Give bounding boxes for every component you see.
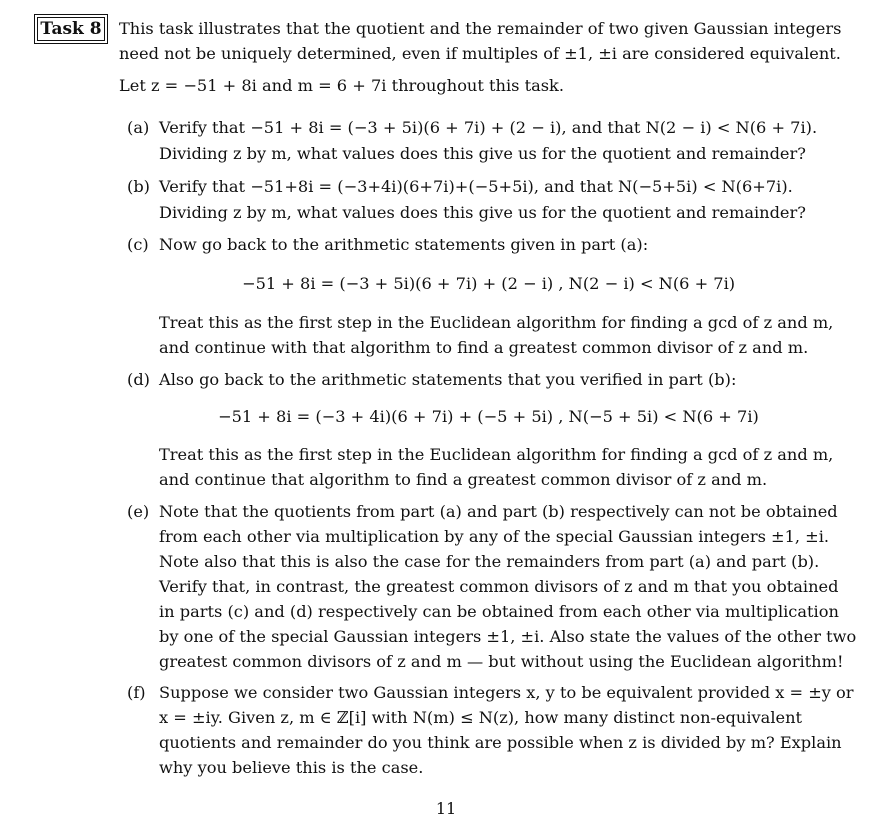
part-b-line-1: Verify that −51+8i = (−3+4i)(6+7i)+(−5+5i), and that N(−5+5i) < N(6+7i). [159,177,793,196]
part-c-after-1: Treat this as the first step in the Euclidean algorithm for finding a gcd of z and m, [159,313,834,332]
part-c-label: (c) [127,235,149,254]
part-a-line-1: Verify that −51 + 8i = (−3 + 5i)(6 + 7i) + (2 − i), and that N(2 − i) < N(6 + 7i). [159,118,818,137]
part-e-line-2: from each other via multiplication by any of the special Gaussian integers ±1, ±i. [159,527,830,546]
part-f-line-2: x = ±iy. Given z, m ∈ ℤ[i] with N(m) ≤ N(z), how many distinct non-equivalent [159,708,803,727]
part-a-label: (a) [127,118,150,137]
part-e-label: (e) [127,502,150,521]
part-d-line-1: Also go back to the arithmetic statements that you verified in part (b): [159,370,737,389]
task-label-box [34,14,108,44]
task-label: Task 8 [37,17,105,41]
part-c-after-2: and continue with that algorithm to find a greatest common divisor of z and m. [159,338,809,357]
page-number: 11 [435,799,457,818]
intro-line-2: need not be uniquely determined, even if multiples of ±1, ±i are considered equivalent. [119,44,841,63]
part-e-line-5: in parts (c) and (d) respectively can be obtained from each other via multiplication [159,602,839,621]
part-f-line-4: why you believe this is the case. [159,758,424,777]
part-d-display-equation: −51 + 8i = (−3 + 4i)(6 + 7i) + (−5 + 5i) , N(−5 + 5i) < N(6 + 7i) [218,407,759,426]
let-line: Let z = −51 + 8i and m = 6 + 7i throughout this task. [119,76,564,95]
part-d-label: (d) [127,370,150,389]
part-d-after-1: Treat this as the first step in the Euclidean algorithm for finding a gcd of z and m, [159,445,834,464]
part-c-display-equation: −51 + 8i = (−3 + 5i)(6 + 7i) + (2 − i) , N(2 − i) < N(6 + 7i) [242,274,736,293]
part-f-line-1: Suppose we consider two Gaussian integers x, y to be equivalent provided x = ±y or [159,683,854,702]
part-f-label: (f) [127,683,146,702]
part-e-line-1: Note that the quotients from part (a) and part (b) respectively can not be obtained [159,502,838,521]
part-e-line-7: greatest common divisors of z and m — but without using the Euclidean algorithm! [159,652,844,671]
part-d-after-2: and continue that algorithm to find a greatest common divisor of z and m. [159,470,768,489]
part-b-label: (b) [127,177,150,196]
part-e-line-6: by one of the special Gaussian integers ±1, ±i. Also state the values of the other two [159,627,857,646]
intro-line-1: This task illustrates that the quotient and the remainder of two given Gaussian integers [119,19,842,38]
part-e-line-3: Note also that this is also the case for the remainders from part (a) and part (b). [159,552,820,571]
part-a-line-2: Dividing z by m, what values does this give us for the quotient and remainder? [159,144,806,163]
part-e-line-4: Verify that, in contrast, the greatest common divisors of z and m that you obtained [159,577,839,596]
part-f-line-3: quotients and remainder do you think are possible when z is divided by m? Explain [159,733,842,752]
part-b-line-2: Dividing z by m, what values does this give us for the quotient and remainder? [159,203,806,222]
part-c-line-1: Now go back to the arithmetic statements given in part (a): [159,235,649,254]
